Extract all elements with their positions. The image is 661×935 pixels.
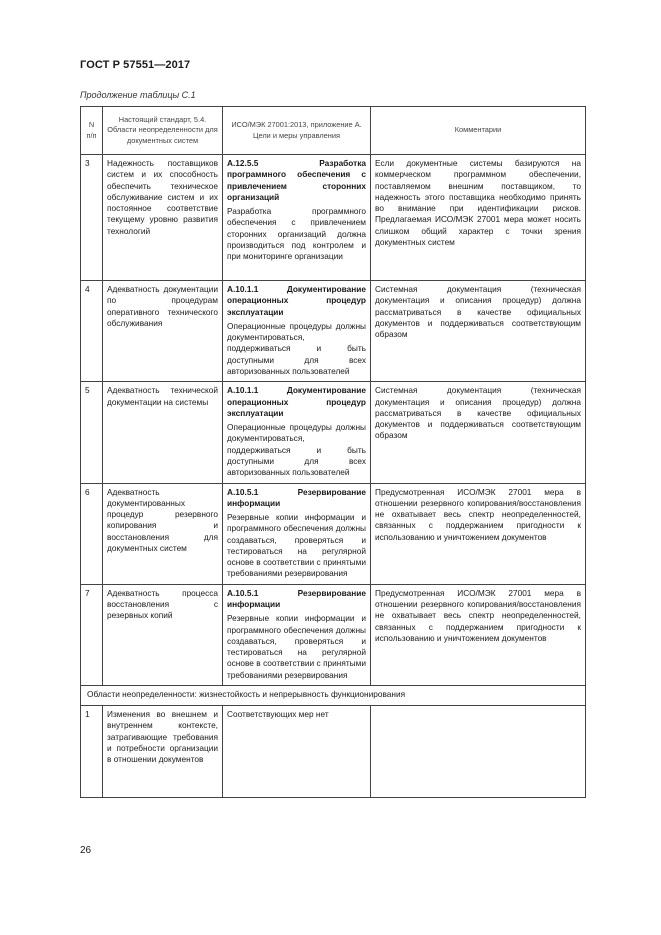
table-header-row [81, 107, 586, 155]
row-iso-measure [223, 155, 371, 281]
row-number: 4 [81, 281, 103, 382]
col-header-iso: ИСО/МЭК 27001:2013, приложение А. Цели и меры управления [223, 107, 371, 155]
table-row [81, 155, 586, 281]
iso-measure-text: Операционные процедуры должны документироваться, поддерживаться и быть доступными для всех авторизованных пользователей [227, 422, 366, 478]
row-comment: Предусмотренная ИСО/МЭК 27001 мера в отношении резервного копирования/восстановления не охватывает весь спектр неопределенностей, связанных с поддержанием пригодности к использованию и уничтожением документов [371, 483, 586, 584]
col-header-comments: Комментарии [371, 107, 586, 155]
section-row [81, 686, 586, 706]
row-iso-measure: Соответствующих мер нет [223, 706, 371, 798]
row-iso-measure [223, 584, 371, 685]
row-area: Изменения во внешнем и внутреннем контексте, затрагивающие требования и потребности организации в отношении документов [103, 706, 223, 798]
iso-measure-text: Разработка программного обеспечения с привлечением сторонних организаций должна производиться под контролем и при мониторинге организации [227, 206, 366, 262]
iso-reference: A.10.5.1 Резервирование информации [227, 587, 366, 610]
row-number: 3 [81, 155, 103, 281]
row-iso-measure [223, 382, 371, 483]
iso-measure-text: Операционные процедуры должны документироваться, поддерживаться и быть доступными для всех авторизованных пользователей [227, 320, 366, 376]
table-row [81, 584, 586, 685]
iso-measure-text: Резервные копии информации и программного обеспечения должны создаваться, проверяться и тестироваться на регулярной основе в соответствии с принятыми требованиями резервирования [227, 613, 366, 680]
row-area: Адекватность процесса восстановления с резервных копий [103, 584, 223, 685]
table-row [81, 382, 586, 483]
row-area: Адекватность документированных процедур резервного копирования и восстановления для документных систем [103, 483, 223, 584]
row-area: Надежность поставщиков систем и их способность обеспечить техническое обслуживание систем и их постоянное соответствие текущему уровню развития технологий [103, 155, 223, 281]
row-area: Адекватность технической документации на системы [103, 382, 223, 483]
iso-measure-text: Резервные копии информации и программного обеспечения должны создаваться, проверяться и тестироваться на регулярной основе в соответствии с принятыми требованиями резервирования [227, 512, 366, 579]
row-area: Адекватность документации по процедурам оперативного технического обслуживания [103, 281, 223, 382]
row-number: 7 [81, 584, 103, 685]
table-caption: Продолжение таблицы С.1 [80, 90, 196, 100]
table-row [81, 281, 586, 382]
row-number: 6 [81, 483, 103, 584]
row-iso-measure [223, 281, 371, 382]
page-number: 26 [80, 845, 92, 856]
row-comment: Системная документация (техническая документация и описания процедур) должна рассматриваться в качестве официальных документов и поддерживаться соответствующим образом [371, 382, 586, 483]
iso-reference: A.10.5.1 Резервирование информации [227, 486, 366, 508]
row-comment: Системная документация (техническая документация и описания процедур) должна рассматриваться в качестве официальных документов и поддерживаться соответствующим образом [371, 281, 586, 382]
iso-reference: A.10.1.1 Документирование операционных процедур эксплуатации [227, 385, 366, 418]
row-number: 5 [81, 382, 103, 483]
section-heading: Области неопределенности: жизнестойкость и непрерывность функционирования [81, 686, 586, 706]
iso-reference: A.10.1.1 Документирование операционных процедур эксплуатации [227, 284, 366, 317]
col-header-number: N п/п [81, 107, 103, 155]
row-number: 1 [81, 706, 103, 798]
col-header-area: Настоящий стандарт, 5.4. Области неопределенности для документных систем [103, 107, 223, 155]
table-row [81, 706, 586, 798]
row-comment [371, 706, 586, 798]
requirements-table [80, 106, 586, 798]
row-comment: Если документные системы базируются на коммерческом программном обеспечении, поставляемом внешним поставщиком, то надежность этого поставщика необходимо принять во внимание при идентификации рисков. Предлагаемая ИСО/МЭК 27001 мера может носить слишком общий характер с точки зрения документных систем [371, 155, 586, 281]
table-row [81, 483, 586, 584]
iso-reference: A.12.5.5 Разработка программного обеспечения с привлечением сторонних организаций [227, 158, 366, 202]
row-iso-measure [223, 483, 371, 584]
standard-title: ГОСТ Р 57551—2017 [80, 59, 191, 71]
row-comment: Предусмотренная ИСО/МЭК 27001 мера в отношении резервного копирования/восстановления не охватывает весь спектр неопределенностей, связанных с поддержанием пригодности к использованию и уничтожением документов [371, 584, 586, 685]
